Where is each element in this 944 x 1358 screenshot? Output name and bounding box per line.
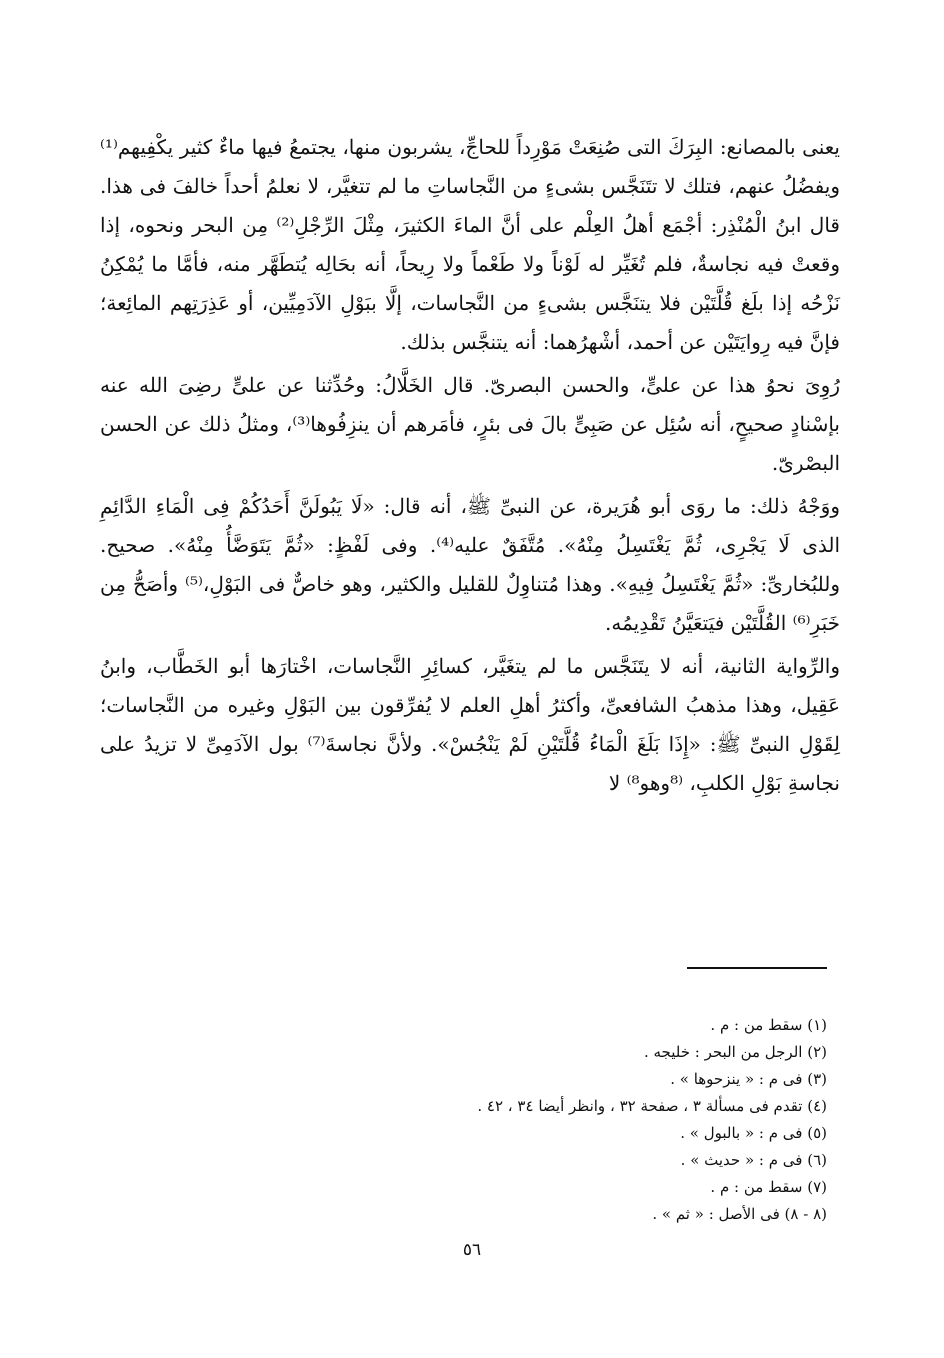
main-text-body: [100, 128, 840, 803]
footnote-3: (٣) فى م : « ينزحوها » .: [670, 1070, 827, 1088]
footnote-2: (٢) الرجل من البحر : خليجه .: [643, 1043, 827, 1061]
paragraph-3: ووَجْهُ ذلك: ما روَى أبو هُرَيرة، عن النبىِّ ﷺ، أنه قال: «لَا يَبُولَنَّ أَحَدُكُمْ فِى الْمَاءِ الدَّائِمِ الذى لَا يَجْرِى، ثُمَّ يَغْتَسِلُ مِنْهُ». مُتَّفَقٌ عليه⁽⁴⁾. وفى لَفْظٍ: «ثُمَّ يَتَوَضَّأُ مِنْهُ». صحيح. وللبُخارىِّ: «ثُمَّ يَغْتَسِلُ فِيهِ». وهذا مُتناوِلٌ للقليل والكثير، وهو خاصٌّ فى البَوْلِ،⁽⁵⁾ وأصَحُّ مِن خَبَرِ⁽⁶⁾ القُلَّتَيْن فيَتعَيَّنُ تَقْدِيمُه.: [100, 494, 841, 635]
paragraph-2: رُوِىَ نحوُ هذا عن علىٍّ، والحسن البصرىّ. قال الخَلَّالُ: وحُدِّثنا عن علىٍّ رضِىَ الله عنه بإسْنادٍ صحيحٍ، أنه سُئِل عن صَبِىٍّ بالَ فى بئرٍ، فأمَرهم أن ينزِفُوها⁽³⁾، ومثلُ ذلك عن الحسن البصْرىّ.: [100, 373, 840, 475]
footnote-5: (٥) فى م : « بالبول » .: [680, 1124, 827, 1142]
footnote-6: (٦) فى م : « حديث » .: [680, 1151, 827, 1169]
footnote-1: (١) سقط من : م .: [710, 1016, 827, 1034]
footnote-divider: [687, 967, 827, 969]
footnotes: [227, 1012, 827, 1228]
page-number: ٥٦: [462, 1240, 482, 1260]
paragraph-4: والرِّواية الثانية، أنه لا يتَنَجَّس ما لم يتغَيَّر، كسائِرِ النَّجاسات، اخْتارَها أبو الخَطَّاب، وابنُ عَقِيل، وهذا مذهبُ الشافعىِّ، وأكثرُ أهلِ العلم لا يُفرِّقون بين البَوْلِ وغيره من النَّجاسات؛ لِقَوْلِ النبىِّ ﷺ: «إِذَا بَلَغَ الْمَاءُ قُلَّتَيْنِ لَمْ يَنْجُسْ». ولأنَّ نجاسةَ⁽⁷⁾ بول الآدَمِىِّ لا تزيدُ على نجاسةِ بَوْلِ الكلبِ، ⁽⁸وهو⁸⁾ لا: [100, 654, 840, 795]
paragraph-1: يعنى بالمصانع: البِرَكَ التى صُنِعَتْ مَوْرِداً للحاجِّ، يشربون منها، يجتمعُ فيها ماءٌ كثير يكْفِيهم⁽¹⁾ ويفضُلُ عنهم، فتلك لا تتَنَجَّس بشىءٍ من النَّجاساتِ ما لم تتغيَّر، لا نعلمُ أحداً خالفَ فى هذا. قال ابنُ الْمُنْذِر: أجْمَع أهلُ العِلْم على أنَّ الماءَ الكثيرَ، مِثْلَ الرِّجْلِ⁽²⁾ مِن البحر ونحوه، إذا وقعتْ فيه نجاسةٌ، فلم تُغَيِّر له لَوْناً ولا طَعْماً ولا رِيحاً، أنه بحَالِه يُتطَهَّر منه، فأمَّا ما يُمْكِنُ نَزْحُه إذا بلَغ قُلَّتَيْن فلا يتنَجَّس بشىءٍ من النَّجاسات، إلَّا ببَوْلِ الآدَمِيِّين، أو عَذِرَتِهم المائِعة؛ فإنَّ فيه رِوايَتَيْن عن أحمد، أشْهرُهما: أنه يتنجَّس بذلك.: [100, 135, 840, 354]
footnote-4: (٤) تقدم فى مسألة ٣ ، صفحة ٣٢ ، وانظر أيضا ٣٤ ، ٤٢ .: [477, 1097, 827, 1115]
footnote-8: (٨ - ٨) فى الأصل : « ثم » .: [652, 1205, 827, 1223]
footnote-7: (٧) سقط من : م .: [710, 1178, 827, 1196]
